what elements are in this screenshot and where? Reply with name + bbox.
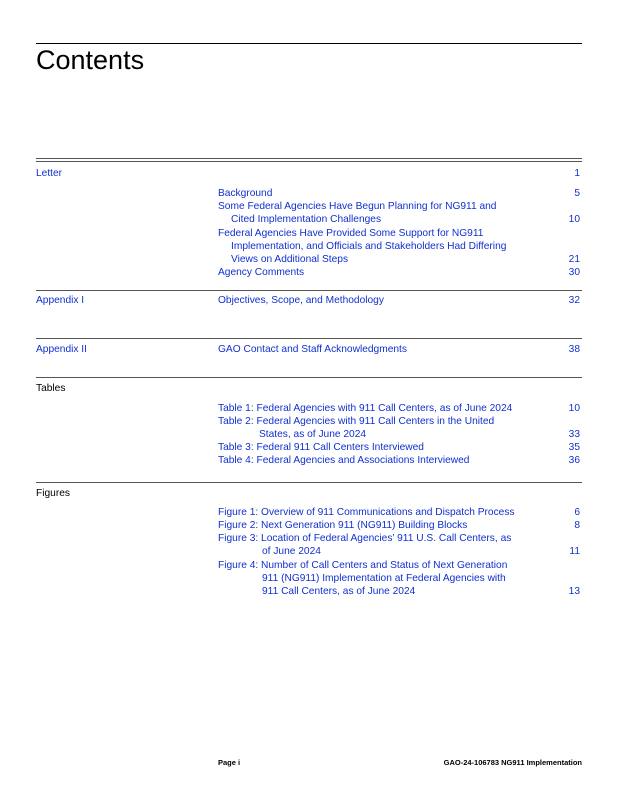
appendix-2-page[interactable]: 38 xyxy=(568,344,580,355)
toc-entry-text: Table 1: Federal Agencies with 911 Call Centers, as of June 2024 xyxy=(218,403,513,414)
footer-page-number: Page i xyxy=(218,758,241,767)
toc-entry-table-1[interactable] xyxy=(218,402,548,415)
toc-entry-text: of June 2024 xyxy=(262,546,321,558)
toc-entry-page[interactable]: 30 xyxy=(568,267,580,278)
appendix-1-title[interactable]: Objectives, Scope, and Methodology xyxy=(218,295,384,306)
toc-entry-text: States, as of June 2024 xyxy=(259,429,367,441)
page-title: Contents xyxy=(36,45,145,75)
toc-entry-page[interactable]: 5 xyxy=(574,188,580,199)
toc-entry-figure-2[interactable] xyxy=(218,519,548,532)
toc-entry-text: 911 Call Centers, as of June 2024 xyxy=(262,586,416,598)
toc-entry-text: Some Federal Agencies Have Begun Planning for NG911 and xyxy=(218,201,497,212)
letter-page[interactable]: 1 xyxy=(574,168,580,179)
toc-entry-text: Figure 1: Overview of 911 Communications and Dispatch Process xyxy=(218,507,515,518)
toc-entry-page[interactable]: 13 xyxy=(568,586,580,597)
section-rule xyxy=(36,338,582,339)
toc-entry-figure-4[interactable] xyxy=(218,559,548,599)
section-rule xyxy=(36,482,582,483)
section-rule xyxy=(36,377,582,378)
toc-entry-agency-comments[interactable] xyxy=(218,266,548,279)
tables-heading: Tables xyxy=(36,383,66,394)
toc-entry-text: Federal Agencies Have Provided Some Support for NG911 xyxy=(218,228,484,239)
toc-entry-table-3[interactable] xyxy=(218,441,548,454)
toc-entry-text: Agency Comments xyxy=(218,267,305,278)
toc-entry-table-2[interactable] xyxy=(218,415,548,441)
toc-entry-page[interactable]: 36 xyxy=(568,455,580,466)
toc-entry-background[interactable] xyxy=(218,187,548,200)
toc-entry-text: Background xyxy=(218,188,273,199)
toc-entry-support[interactable] xyxy=(218,227,548,267)
toc-entry-page[interactable]: 11 xyxy=(569,546,580,557)
toc-entry-page[interactable]: 10 xyxy=(568,214,580,225)
toc-entry-table-4[interactable] xyxy=(218,454,548,467)
toc-entry-text: Table 4: Federal Agencies and Associations Interviewed xyxy=(218,455,470,466)
toc-entry-figure-3[interactable] xyxy=(218,532,548,558)
toc-entry-text: Figure 3: Location of Federal Agencies’ 911 U.S. Call Centers, as xyxy=(218,533,512,544)
appendix-1-label[interactable]: Appendix I xyxy=(36,295,85,306)
toc-entry-page[interactable]: 21 xyxy=(568,254,580,265)
toc-entry-text: Cited Implementation Challenges xyxy=(231,214,382,226)
toc-entry-page[interactable]: 35 xyxy=(568,442,580,453)
footer-report-id: GAO-24-106783 NG911 Implementation xyxy=(443,758,582,767)
toc-entry-figure-1[interactable] xyxy=(218,506,548,519)
appendix-2-label[interactable]: Appendix II xyxy=(36,344,87,355)
appendix-1-page[interactable]: 32 xyxy=(568,295,580,306)
appendix-2-title[interactable]: GAO Contact and Staff Acknowledgments xyxy=(218,344,407,355)
toc-entry-text: Table 3: Federal 911 Call Centers Interviewed xyxy=(218,442,424,453)
toc-entry-planning[interactable] xyxy=(218,200,548,226)
toc-entry-page[interactable]: 33 xyxy=(568,429,580,440)
toc-entry-page[interactable]: 6 xyxy=(574,507,580,518)
toc-entry-text: Table 2: Federal Agencies with 911 Call Centers in the United xyxy=(218,416,495,427)
toc-entry-text: Views on Additional Steps xyxy=(231,254,349,266)
section-rule xyxy=(36,290,582,291)
toc-entry-page[interactable]: 8 xyxy=(574,520,580,531)
toc-entry-text: Implementation, and Officials and Stakeholders Had Differing xyxy=(231,241,507,253)
contents-double-rule-upper xyxy=(36,158,582,159)
toc-entry-text: 911 (NG911) Implementation at Federal Agencies with xyxy=(262,573,506,585)
letter-label[interactable]: Letter xyxy=(36,168,63,179)
contents-double-rule-lower xyxy=(36,161,582,162)
figures-heading: Figures xyxy=(36,488,70,499)
toc-entry-text: Figure 4: Number of Call Centers and Status of Next Generation xyxy=(218,560,508,571)
toc-entry-page[interactable]: 10 xyxy=(568,403,580,414)
toc-entry-text: Figure 2: Next Generation 911 (NG911) Building Blocks xyxy=(218,520,468,531)
